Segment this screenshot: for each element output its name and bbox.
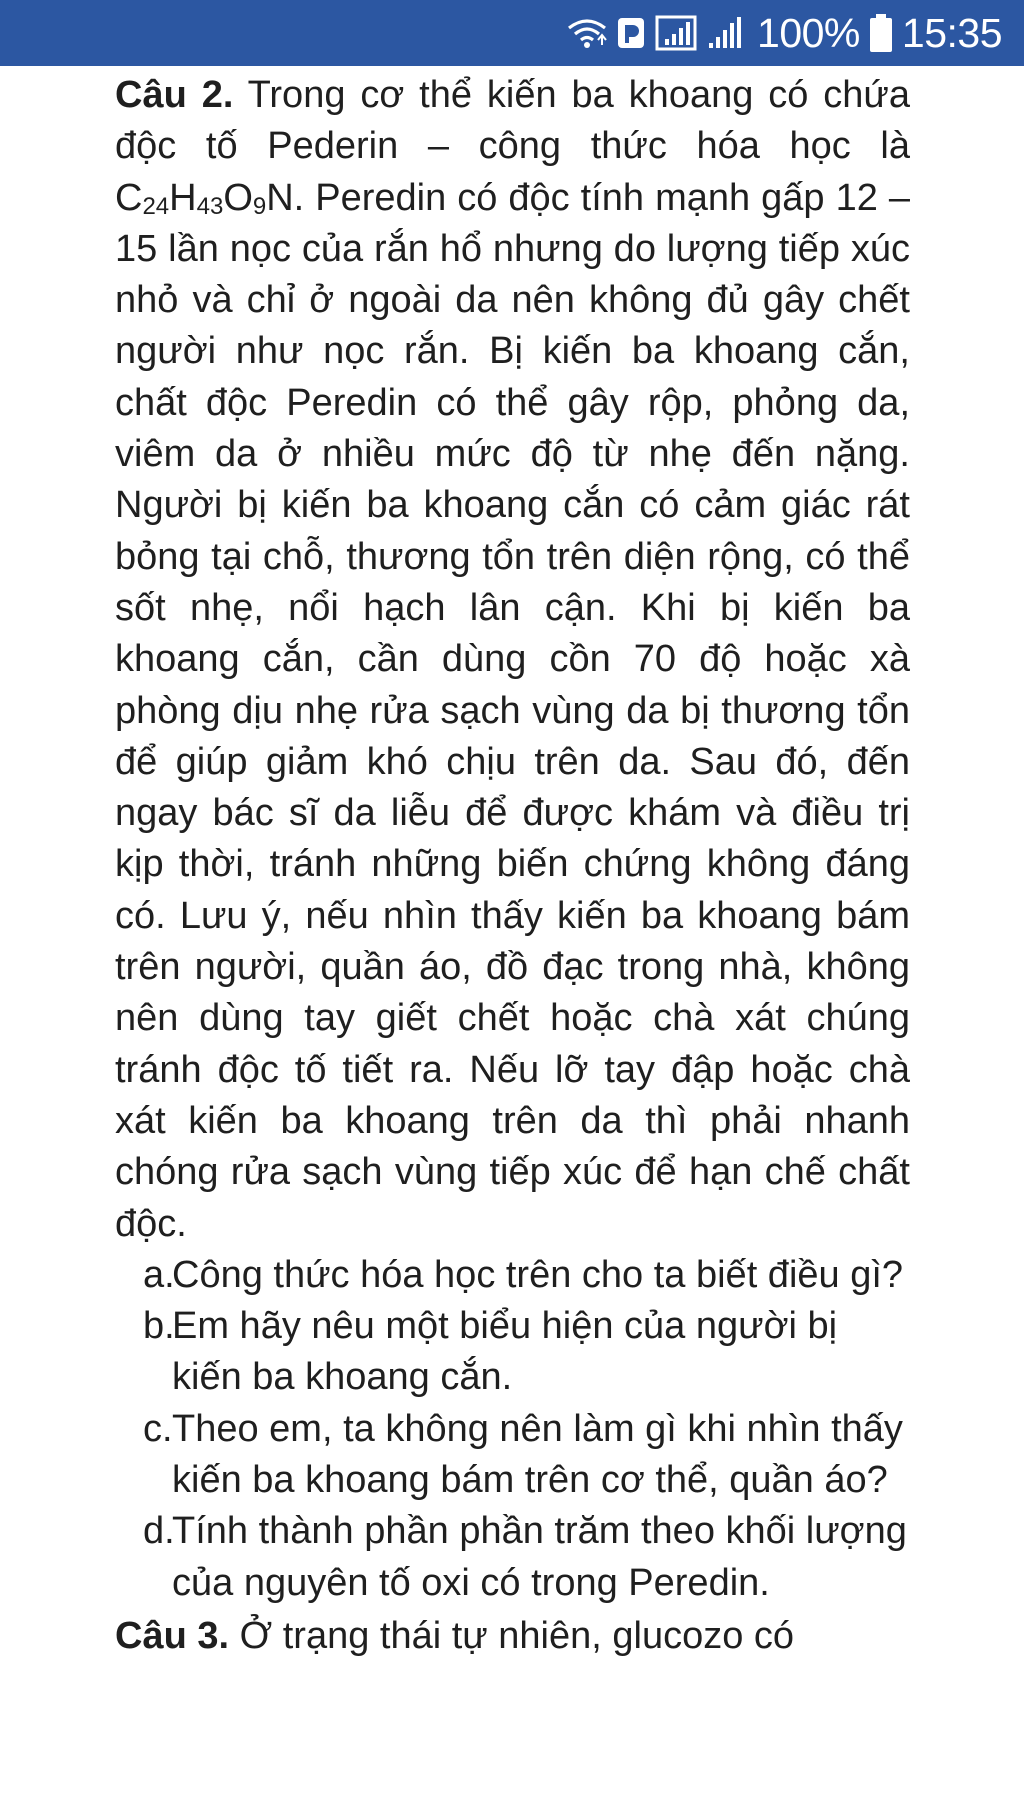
sub-question-b [115,1301,910,1404]
question-2-text-part2: N. Peredin có độc tính mạnh gấp 12 – 15 lần nọc của rắn hổ nhưng do lượng tiếp xúc nhỏ và chỉ ở ngoài da nên không đủ gây chết người như nọc rắn. Bị kiến ba khoang cắn, chất độc Peredin có thể gây rộp, phỏng da, viêm da ở nhiều mức độ từ nhẹ đến nặng. Người bị kiến ba khoang cắn có cảm giác rát bỏng tại chỗ, thương tổn trên diện rộng, có thể sốt nhẹ, nổi hạch lân cận. Khi bị kiến ba khoang cắn, cần dùng cồn 70 độ hoặc xà phòng dịu nhẹ rửa sạch vùng da bị thương tổn để giúp giảm khó chịu trên da. Sau đó, đến ngay bác sĩ da liễu để được khám và điều trị kịp thời, tránh những biến chứng không đáng có. Lưu ý, nếu nhìn thấy kiến ba khoang bám trên người, quần áo, đồ đạc trong nhà, không nên dùng tay giết chết hoặc chà xát chúng tránh độc tố tiết ra. Nếu lỡ tay đập hoặc chà xát kiến ba khoang trên da thì phải nhanh chóng rửa sạch vùng tiếp xúc để hạn chế chất độc. [115,176,910,1245]
question-2-text-part1: Trong cơ thể kiến ba khoang có chứa độc tố Pederin – công thức hóa học là C [115,74,910,219]
wifi-icon [567,16,607,50]
document-content [115,70,910,1662]
status-icons [567,9,1002,56]
question-3-paragraph [115,1611,910,1662]
sub-question-marker: d. [143,1510,175,1553]
sub-question-a [115,1250,910,1301]
formula-h: H [169,176,197,219]
formula-c-subscript: 24 [142,192,170,220]
no-signal-icon [655,15,699,51]
sub-question-list [115,1250,910,1609]
sub-question-c [115,1404,910,1507]
formula-h-subscript: 43 [196,192,224,220]
sub-question-marker: a. [143,1253,175,1296]
formula-o: O [223,176,253,219]
battery-percent: 100% [757,9,860,56]
sub-question-d [115,1506,910,1609]
battery-icon [869,13,893,53]
signal-icon [708,15,748,51]
formula-o-subscript: 9 [252,192,267,220]
sub-question-text: Theo em, ta không nên làm gì khi nhìn thấy kiến ba khoang bám trên cơ thể, quần áo? [172,1407,903,1502]
question-2-label: Câu 2. [115,74,234,116]
question-3-text: Ở trạng thái tự nhiên, glucozo có [229,1614,795,1657]
sub-question-marker: c. [143,1407,173,1450]
clock: 15:35 [901,9,1002,56]
sub-question-text: Em hãy nêu một biểu hiện của người bị kiến ba khoang cắn. [172,1305,838,1399]
sub-question-marker: b. [143,1305,175,1348]
status-bar [0,0,1024,66]
question-3-label: Câu 3. [115,1614,230,1657]
sub-question-text: Công thức hóa học trên cho ta biết điều gì? [172,1253,904,1296]
sub-question-text: Tính thành phần phần trăm theo khối lượng của nguyên tố oxi có trong Peredin. [172,1510,907,1604]
data-saver-icon [616,16,646,50]
question-2-paragraph [115,70,910,1250]
